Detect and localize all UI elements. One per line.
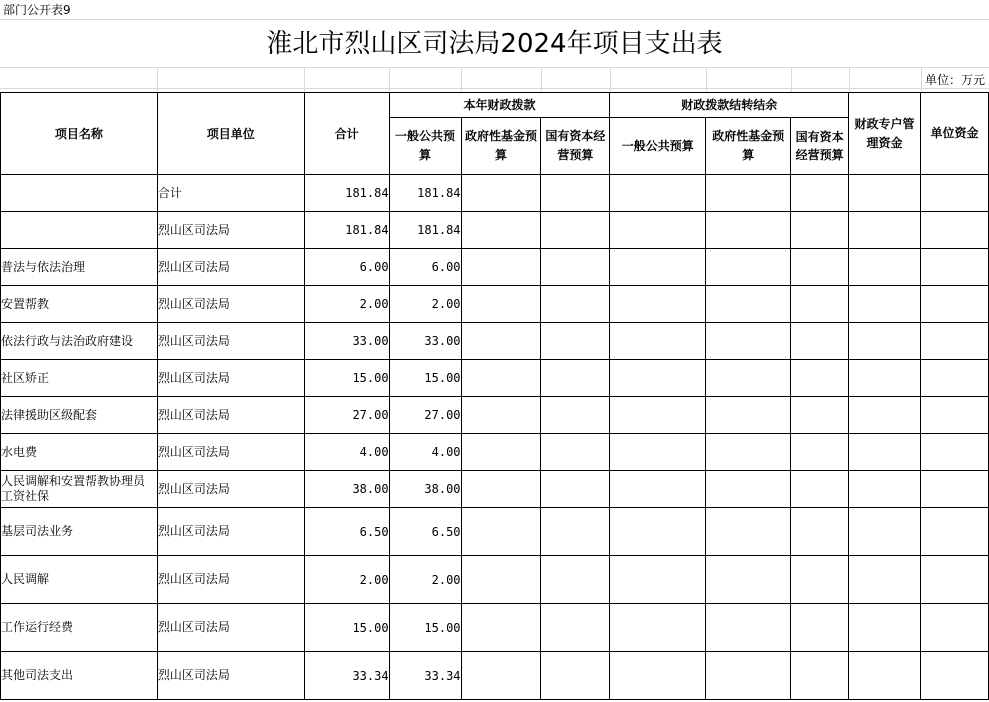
cell-total: 4.00 [304,434,389,471]
cell-project-name: 工作运行经费 [1,604,158,652]
cell-project-name: 社区矫正 [1,360,158,397]
table-row [1,508,989,556]
header-project-name: 项目名称 [1,93,158,175]
table-row [1,397,989,434]
cell-general-public-budget: 181.84 [389,212,461,249]
cell-total: 27.00 [304,397,389,434]
cell-project-unit: 烈山区司法局 [157,604,304,652]
table-row [1,434,989,471]
header-cf-state-capital-budget: 国有资本经营预算 [791,118,849,175]
cell-total: 6.50 [304,508,389,556]
table-row [1,249,989,286]
table-row [1,212,989,249]
table-row [1,175,989,212]
cell-project-unit: 烈山区司法局 [157,397,304,434]
cell-general-public-budget: 33.34 [389,652,461,700]
header-general-public-budget: 一般公共预算 [389,118,461,175]
cell-project-name: 普法与依法治理 [1,249,158,286]
page-title: 淮北市烈山区司法局2024年项目支出表 [266,29,723,59]
cell-total: 38.00 [304,471,389,508]
cell-project-name: 安置帮教 [1,286,158,323]
cell-total: 6.00 [304,249,389,286]
cell-general-public-budget: 2.00 [389,286,461,323]
cell-project-unit: 烈山区司法局 [157,323,304,360]
cell-total: 181.84 [304,212,389,249]
cell-project-unit: 烈山区司法局 [157,249,304,286]
cell-total: 33.34 [304,652,389,700]
cell-project-unit: 烈山区司法局 [157,360,304,397]
cell-general-public-budget: 181.84 [389,175,461,212]
header-carryover-balance: 财政拨款结转结余 [610,93,849,118]
cell-total: 181.84 [304,175,389,212]
header-cf-general-public-budget: 一般公共预算 [610,118,706,175]
cell-general-public-budget: 4.00 [389,434,461,471]
cell-general-public-budget: 6.00 [389,249,461,286]
header-special-fund: 财政专户管理资金 [849,93,921,175]
header-state-capital-budget: 国有资本经营预算 [541,118,610,175]
cell-project-unit: 烈山区司法局 [157,652,304,700]
cell-project-name [1,212,158,249]
cell-project-name: 水电费 [1,434,158,471]
cell-project-unit: 合计 [157,175,304,212]
header-project-unit: 项目单位 [157,93,304,175]
table-row [1,652,989,700]
cell-general-public-budget: 27.00 [389,397,461,434]
table-row [1,471,989,508]
cell-project-name [1,175,158,212]
sheet-label: 部门公开表9 [3,3,71,17]
table-row [1,604,989,652]
header-gov-fund-budget: 政府性基金预算 [461,118,541,175]
cell-general-public-budget: 15.00 [389,604,461,652]
cell-total: 15.00 [304,604,389,652]
cell-general-public-budget: 2.00 [389,556,461,604]
cell-total: 2.00 [304,286,389,323]
header-unit-fund: 单位资金 [921,93,989,175]
cell-project-unit: 烈山区司法局 [157,508,304,556]
cell-total: 2.00 [304,556,389,604]
cell-project-name: 依法行政与法治政府建设 [1,323,158,360]
cell-project-unit: 烈山区司法局 [157,286,304,323]
cell-project-unit: 烈山区司法局 [157,556,304,604]
cell-project-name: 人民调解和安置帮教协理员工资社保 [1,471,158,508]
cell-project-unit: 烈山区司法局 [157,471,304,508]
cell-project-unit: 烈山区司法局 [157,212,304,249]
cell-project-name: 法律援助区级配套 [1,397,158,434]
cell-project-name: 基层司法业务 [1,508,158,556]
table-row [1,556,989,604]
unit-label: 单位：万元 [924,73,985,87]
cell-general-public-budget: 33.00 [389,323,461,360]
cell-project-name: 其他司法支出 [1,652,158,700]
cell-total: 33.00 [304,323,389,360]
header-total: 合计 [304,93,389,175]
header-current-year-appropriation: 本年财政拨款 [389,93,610,118]
cell-general-public-budget: 38.00 [389,471,461,508]
cell-general-public-budget: 6.50 [389,508,461,556]
table-row [1,360,989,397]
cell-general-public-budget: 15.00 [389,360,461,397]
table-row [1,286,989,323]
header-cf-gov-fund-budget: 政府性基金预算 [706,118,791,175]
cell-total: 15.00 [304,360,389,397]
project-expenditure-table [0,92,989,700]
cell-project-unit: 烈山区司法局 [157,434,304,471]
table-row [1,323,989,360]
cell-project-name: 人民调解 [1,556,158,604]
